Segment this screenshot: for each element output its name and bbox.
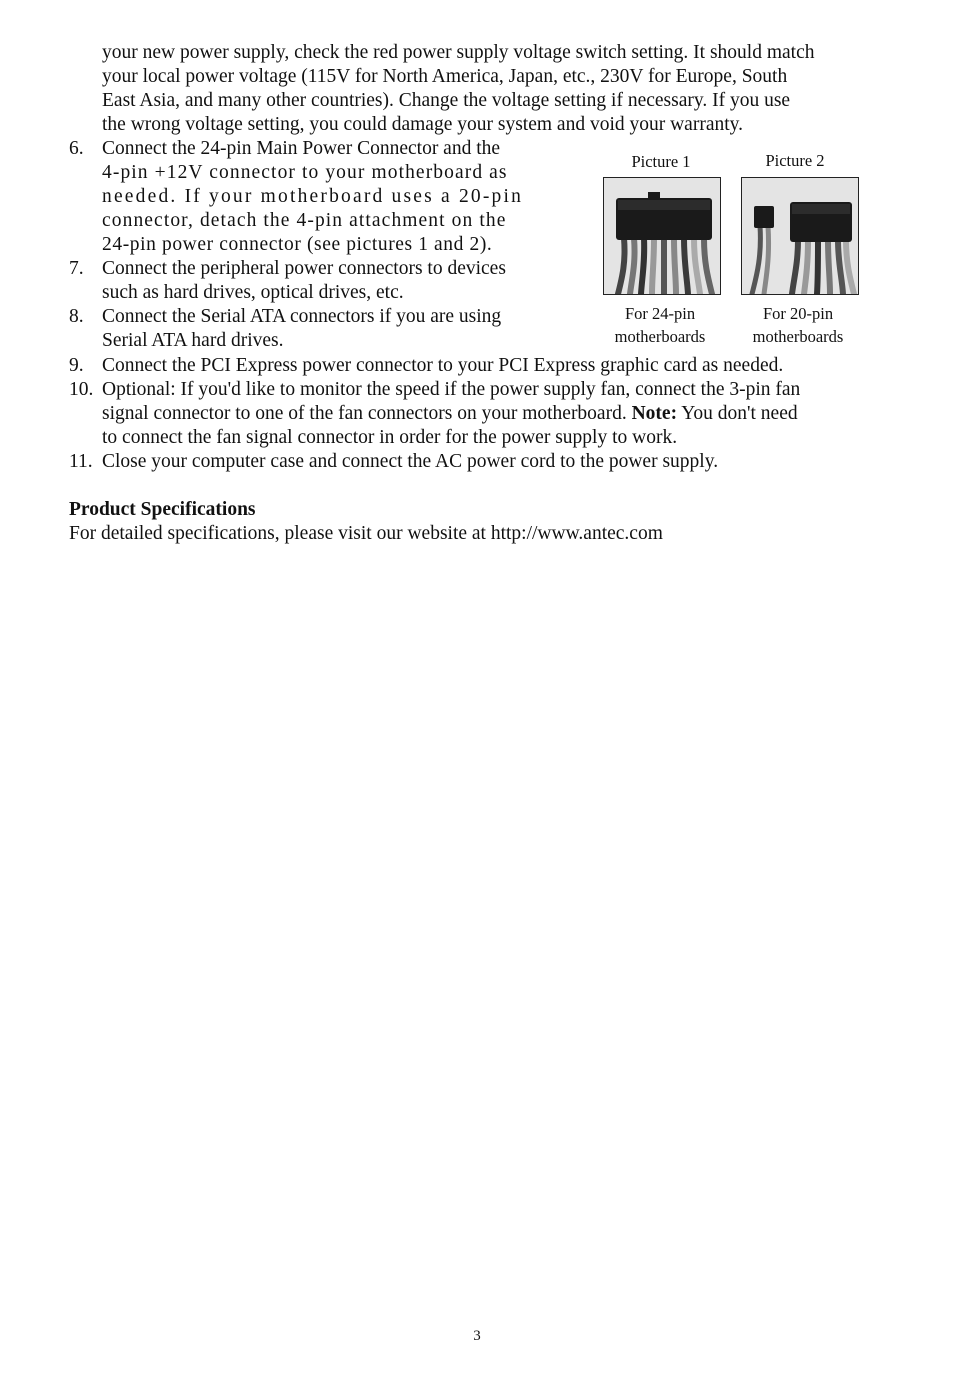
step-line: 24-pin power connector (see pictures 1 and 2). — [102, 234, 493, 255]
step-line: such as hard drives, optical drives, etc. — [102, 282, 404, 303]
connector-24pin-photo — [603, 177, 721, 295]
step-line: to connect the fan signal connector in order for the power supply to work. — [102, 427, 678, 448]
step-text: signal connector to one of the fan connectors on your motherboard. — [102, 403, 632, 424]
figure-caption: motherboards — [752, 327, 844, 346]
step-line: Optional: If you'd like to monitor the speed if the power supply fan, connect the 3-pin fan — [102, 379, 801, 400]
step-number: 11. — [69, 451, 93, 472]
step-line: Close your computer case and connect the AC power cord to the power supply. — [102, 451, 719, 472]
step-line: Connect the peripheral power connectors to devices — [102, 258, 506, 279]
step-number: 9. — [69, 355, 84, 376]
step-line: Connect the 24-pin Main Power Connector and the — [102, 138, 501, 159]
step-line: connector, detach the 4-pin attachment on the — [102, 210, 507, 231]
section-heading: Product Specifications — [69, 499, 256, 520]
step-line: Serial ATA hard drives. — [102, 330, 284, 351]
intro-line: East Asia, and many other countries). Change the voltage setting if necessary. If you use — [102, 90, 791, 111]
step-number: 6. — [69, 138, 84, 159]
connector-20pin-photo — [741, 177, 859, 295]
page-number: 3 — [473, 1328, 481, 1344]
step-line: needed. If your motherboard uses a 20-pin — [102, 186, 524, 207]
step-number: 8. — [69, 306, 84, 327]
note-label: Note: — [631, 403, 678, 424]
intro-line: your local power voltage (115V for North America, Japan, etc., 230V for Europe, South — [102, 66, 788, 87]
figure-title: Picture 2 — [765, 151, 825, 170]
step-line: Connect the PCI Express power connector to your PCI Express graphic card as needed. — [102, 355, 784, 376]
step-number: 10. — [69, 379, 94, 400]
step-line-with-note — [102, 402, 798, 426]
step-number: 7. — [69, 258, 84, 279]
step-line: 4-pin +12V connector to your motherboard as — [102, 162, 508, 183]
figure-caption: For 24-pin — [624, 304, 696, 323]
figure-caption: For 20-pin — [762, 304, 834, 323]
figure-title: Picture 1 — [631, 152, 691, 171]
intro-line: the wrong voltage setting, you could damage your system and void your warranty. — [102, 114, 744, 135]
step-text: You don't need — [677, 403, 798, 424]
specs-text: For detailed specifications, please visit our website at http://www.antec.com — [69, 523, 663, 544]
step-line: Connect the Serial ATA connectors if you are using — [102, 306, 502, 327]
intro-line: your new power supply, check the red power supply voltage switch setting. It should match — [102, 42, 815, 63]
figure-caption: motherboards — [614, 327, 706, 346]
